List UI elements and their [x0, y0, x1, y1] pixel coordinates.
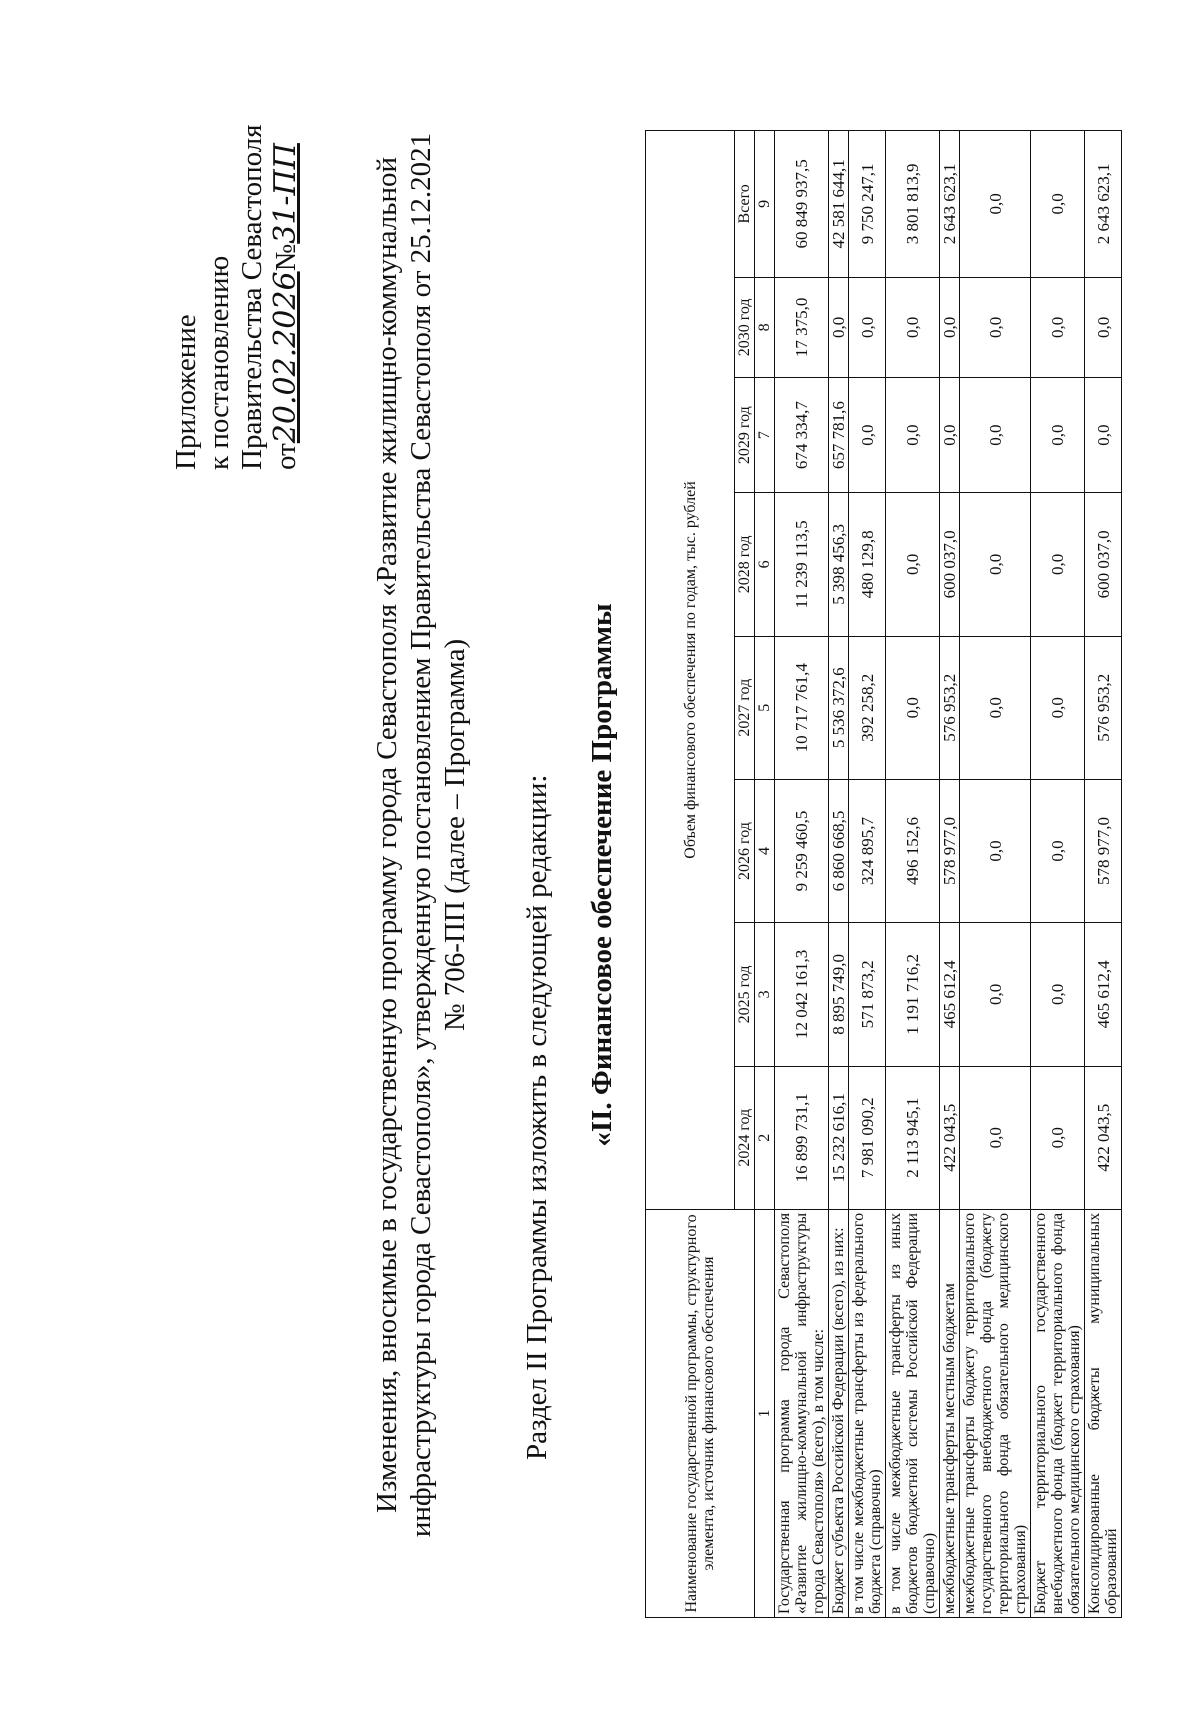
value-cell: 0,0 [1085, 378, 1122, 493]
value-cell: 6 860 668,5 [829, 779, 849, 922]
value-cell: 15 232 616,1 [829, 1066, 849, 1209]
value-cell: 0,0 [1031, 378, 1085, 493]
row-name-cell: Консолидированные бюджеты муниципальных образований [1085, 1209, 1122, 1617]
column-number: 2 [755, 1066, 775, 1209]
year-header: 2029 год [735, 378, 755, 493]
table-row [775, 131, 829, 1618]
header-name-cell: Наименование государственной программы, структурного элемента, источник финансового обеспечения [646, 1209, 755, 1617]
value-cell: 0,0 [960, 131, 1031, 278]
column-number: 9 [755, 131, 775, 278]
year-header: 2024 год [735, 1066, 755, 1209]
year-header: 2025 год [735, 923, 755, 1066]
table-row [960, 131, 1031, 1618]
value-cell: 7 981 090,2 [849, 1066, 886, 1209]
header-volume-cell: Объем финансового обеспечения по годам, тыс. рублей [646, 131, 735, 1210]
value-cell: 0,0 [1031, 636, 1085, 779]
value-cell: 657 781,6 [829, 378, 849, 493]
value-cell: 0,0 [1031, 277, 1085, 377]
value-cell: 5 398 456,3 [829, 493, 849, 636]
value-cell: 0,0 [1031, 493, 1085, 636]
value-cell: 0,0 [1031, 1066, 1085, 1209]
title-line-3: № 706-ПП (далее – Программа) [439, 638, 471, 1032]
value-cell: 0,0 [886, 378, 940, 493]
value-cell: 576 953,2 [1085, 636, 1122, 779]
appendix-line-2: к постановлению [203, 255, 235, 470]
value-cell: 1 191 716,2 [886, 923, 940, 1066]
value-cell: 571 873,2 [849, 923, 886, 1066]
value-cell: 3 801 813,9 [886, 131, 940, 278]
appendix-block [170, 124, 303, 470]
value-cell: 0,0 [886, 493, 940, 636]
value-cell: 578 977,0 [1085, 779, 1122, 922]
value-cell: 600 037,0 [1085, 493, 1122, 636]
number-prefix: № [270, 243, 302, 272]
date-prefix: от [270, 443, 302, 470]
section-heading: «II. Финансовое обеспечение Программы [586, 603, 618, 1147]
value-cell: 0,0 [886, 277, 940, 377]
value-cell: 0,0 [940, 378, 960, 493]
value-cell: 422 043,5 [1085, 1066, 1122, 1209]
table-row [886, 131, 940, 1618]
value-cell: 42 581 644,1 [829, 131, 849, 278]
table-row [1031, 131, 1085, 1618]
value-cell: 0,0 [960, 1066, 1031, 1209]
value-cell: 576 953,2 [940, 636, 960, 779]
value-cell: 0,0 [960, 923, 1031, 1066]
value-cell: 324 895,7 [849, 779, 886, 922]
value-cell: 496 152,6 [886, 779, 940, 922]
finance-table [645, 130, 1122, 1618]
row-name-cell: в том числе межбюджетные трансферты из федерального бюджета (справочно) [849, 1209, 886, 1617]
table-header-row [646, 131, 735, 1618]
year-header: 2027 год [735, 636, 755, 779]
value-cell: 422 043,5 [940, 1066, 960, 1209]
table-body [775, 131, 1122, 1618]
value-cell: 5 536 372,6 [829, 636, 849, 779]
year-header: 2030 год [735, 277, 755, 377]
value-cell: 2 643 623,1 [1085, 131, 1122, 278]
title-line-2: инфраструктуры города Севастополя», утвержденную постановлением Правительства Севастополя от 25.12.2021 [405, 132, 437, 1538]
value-cell: 600 037,0 [940, 493, 960, 636]
value-cell: 17 375,0 [775, 277, 829, 377]
appendix-line-3: Правительства Севастополя [236, 124, 268, 470]
column-number: 8 [755, 277, 775, 377]
value-cell: 465 612,4 [940, 923, 960, 1066]
total-header: Всего [735, 131, 755, 278]
value-cell: 465 612,4 [1085, 923, 1122, 1066]
handwritten-date: 20.02.2026 [268, 271, 303, 444]
value-cell: 0,0 [960, 378, 1031, 493]
value-cell: 392 258,2 [849, 636, 886, 779]
value-cell: 0,0 [886, 636, 940, 779]
table-row [940, 131, 960, 1618]
value-cell: 0,0 [1085, 277, 1122, 377]
row-name-cell: межбюджетные трансферты местным бюджетам [940, 1209, 960, 1617]
column-number: 1 [755, 1209, 775, 1617]
value-cell: 9 750 247,1 [849, 131, 886, 278]
appendix-line-1: Приложение [170, 314, 202, 470]
value-cell: 0,0 [940, 277, 960, 377]
value-cell: 0,0 [960, 493, 1031, 636]
value-cell: 11 239 113,5 [775, 493, 829, 636]
row-name-cell: Бюджет субъекта Российской Федерации (всего), из них: [829, 1209, 849, 1617]
value-cell: 0,0 [960, 277, 1031, 377]
value-cell: 2 643 623,1 [940, 131, 960, 278]
value-cell: 0,0 [960, 636, 1031, 779]
value-cell: 578 977,0 [940, 779, 960, 922]
value-cell: 16 899 731,1 [775, 1066, 829, 1209]
value-cell: 0,0 [849, 378, 886, 493]
handwritten-number: 31-ПП [268, 143, 303, 244]
column-number: 5 [755, 636, 775, 779]
title-line-1: Изменения, вносимые в государственную программу города Севастополя «Развитие жилищно-коммунальной [371, 156, 403, 1514]
column-number: 6 [755, 493, 775, 636]
value-cell: 674 334,7 [775, 378, 829, 493]
value-cell: 10 717 761,4 [775, 636, 829, 779]
appendix-line-4 [269, 124, 303, 470]
value-cell: 0,0 [1031, 131, 1085, 278]
year-header: 2026 год [735, 779, 755, 922]
value-cell: 0,0 [1031, 923, 1085, 1066]
value-cell: 0,0 [829, 277, 849, 377]
table-row [1085, 131, 1122, 1618]
value-cell: 12 042 161,3 [775, 923, 829, 1066]
row-name-cell: межбюджетные трансферты бюджету территориального государственного внебюджетного фонда (бюджету территориального фонда обязательного медицинского страхования) [960, 1209, 1031, 1617]
year-header: 2028 год [735, 493, 755, 636]
value-cell: 8 895 749,0 [829, 923, 849, 1066]
table-row [829, 131, 849, 1618]
value-cell: 9 259 460,5 [775, 779, 829, 922]
value-cell: 2 113 945,1 [886, 1066, 940, 1209]
row-name-cell: Государственная программа города Севастополя «Развитие жилищно-коммунальной инфраструктуры города Севастополя» (всего), в том числе: [775, 1209, 829, 1617]
column-number-row [755, 131, 775, 1618]
value-cell: 480 129,8 [849, 493, 886, 636]
table-row [849, 131, 886, 1618]
row-name-cell: в том числе межбюджетные трансферты из иных бюджетов бюджетной системы Российской Федерации (справочно) [886, 1209, 940, 1617]
value-cell: 0,0 [960, 779, 1031, 922]
section-instruction: Раздел II Программы изложить в следующей редакции: [521, 774, 553, 1460]
column-number: 3 [755, 923, 775, 1066]
document-title [370, 130, 472, 1540]
column-number: 4 [755, 779, 775, 922]
value-cell: 0,0 [849, 277, 886, 377]
value-cell: 0,0 [1031, 779, 1085, 922]
column-number: 7 [755, 378, 775, 493]
row-name-cell: Бюджет территориального государственного внебюджетного фонда (бюджет территориального фонда обязательного медицинского страхования) [1031, 1209, 1085, 1617]
value-cell: 60 849 937,5 [775, 131, 829, 278]
